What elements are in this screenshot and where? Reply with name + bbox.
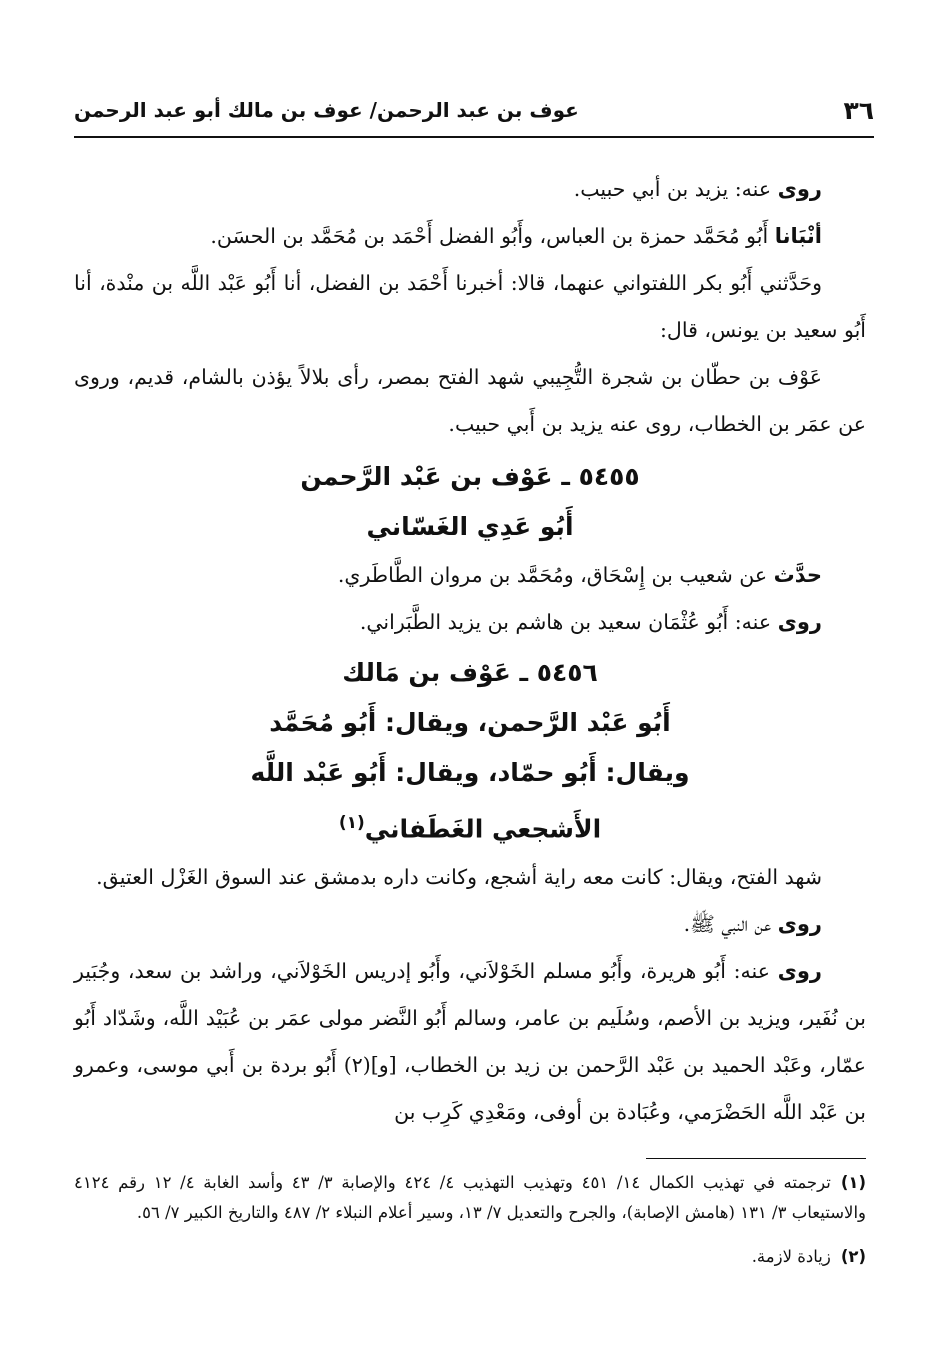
paragraph-text: عنه: يزيد بن أبي حبيب.: [573, 177, 778, 201]
entry-nisba: [74, 798, 866, 854]
entry-5455: [74, 452, 866, 552]
nisba-text: الأَشجعي الغَطَفاني: [364, 814, 602, 844]
paragraph-text: شهد الفتح، ويقال: كانت معه راية أشجع، وكانت داره بدمشق عند السوق الغَزْل العتيق.: [96, 865, 822, 890]
keyword: روى: [777, 912, 822, 937]
running-header: [74, 92, 874, 138]
keyword: حدَّث: [773, 563, 822, 587]
paragraph-text: أَبُو مُحَمَّد حمزة بن العباس، وأَبُو الفضل أَحْمَد بن مُحَمَّد بن الحسَن.: [210, 224, 775, 248]
keyword: روى: [777, 177, 822, 201]
paragraph: [74, 854, 866, 901]
entry-heading: ٥٤٥٦ ـ عَوْف بن مَالك: [342, 658, 598, 687]
entry-kunya: أَبُو عَدِي الغَسّاني: [366, 512, 574, 541]
keyword: روى: [777, 610, 822, 634]
paragraph-text: عنه: أَبُو عُثْمَان سعيد بن هاشم بن يزيد الطَّبَراني.: [359, 610, 778, 634]
paragraph-text: عنه: أَبُو هريرة، وأَبُو مسلم الخَوْلاَني، وأَبُو إدريس الخَوْلاَني، وراشد بن سعد، وجُبَير بن نُفَير، ويزيد بن الأصم، وسُلَيم بن عامر، وسالم أَبُو النَّضر مولى عمَر بن عُبَيْد اللَّه، وشَدّاد أَبُو عمّار، وعَبْد الحميد بن عَبْد الرَّحمن بن زيد بن الخطاب، [و](٢) أَبُو بردة بن أَبي موسى، وعمرو بن عَبْد اللَّه الحَضْرَمي، وعُبَادة بن أوفى، ومَعْدِي كَرِب بن: [74, 959, 866, 1125]
paragraph: [74, 948, 866, 1136]
footnotes: [74, 1168, 866, 1272]
footnote-text: زيادة لازمة.: [751, 1247, 831, 1266]
page-body: [74, 166, 866, 1136]
header-title: عوف بن عبد الرحمن/ عوف بن مالك أبو عبد الرحمن: [74, 98, 579, 122]
paragraph: [74, 599, 866, 646]
paragraph: [74, 213, 866, 260]
paragraph-text: وحَدَّثني أَبُو بكر اللفتواني عنهما، قالا: أخبرنا أَحْمَد بن الفضل، أنا أَبُو عَبْد اللَّه بن منْدة، أنا أَبُو سعيد بن يونس، قال:: [74, 271, 866, 342]
page-number: ٣٦: [843, 96, 874, 125]
paragraph-text: عن شعيب بن إِسْحَاق، ومُحَمَّد بن مروان الطَّاطَري.: [337, 563, 774, 587]
footnote-mark: (١): [840, 1173, 866, 1192]
entry-heading: ٥٤٥٥ ـ عَوْف بن عَبْد الرَّحمن: [300, 462, 640, 491]
entry-5456: [74, 648, 866, 854]
footnote: [74, 1242, 866, 1272]
footnote-divider: [646, 1158, 866, 1159]
paragraph: [74, 354, 866, 448]
paragraph: [74, 901, 866, 948]
paragraph-text: عَوْف بن حطّان بن شجرة التُّجِيبي شهد الفتح بمصر، رأى بلالاً يؤذن بالشام، قديم، وروى عن عمَر بن الخطاب، روى عنه يزيد بن أَبي حبيب.: [74, 365, 866, 436]
footnote-mark: (٢): [840, 1247, 866, 1266]
paragraph-text: عن النبي ﷺ.: [683, 912, 778, 937]
entry-kunya: ويقال: أَبُو حمّاد، ويقال: أَبُو عَبْد اللَّه: [250, 758, 690, 787]
paragraph: [74, 552, 866, 599]
footnote: [74, 1168, 866, 1228]
footnote-ref[interactable]: (١): [338, 813, 365, 833]
keyword: روى: [777, 959, 822, 984]
footnote-text: ترجمته في تهذيب الكمال ١٤/ ٤٥١ وتهذيب التهذيب ٤/ ٤٢٤ والإصابة ٣/ ٤٣ وأسد الغابة ٤/ ١٢ رقم ٤١٢٤ والاستيعاب ٣/ ١٣١ (هامش الإصابة)، والجرح والتعديل ٧/ ١٣، وسير أعلام النبلاء ٢/ ٤٨٧ والتاريخ الكبير ٧/ ٥٦.: [74, 1173, 866, 1222]
paragraph: [74, 260, 866, 354]
entry-kunya: أَبُو عَبْد الرَّحمن، ويقال: أَبُو مُحَمَّد: [269, 708, 671, 737]
keyword: أنْبَانا: [774, 224, 822, 248]
paragraph: [74, 166, 866, 213]
